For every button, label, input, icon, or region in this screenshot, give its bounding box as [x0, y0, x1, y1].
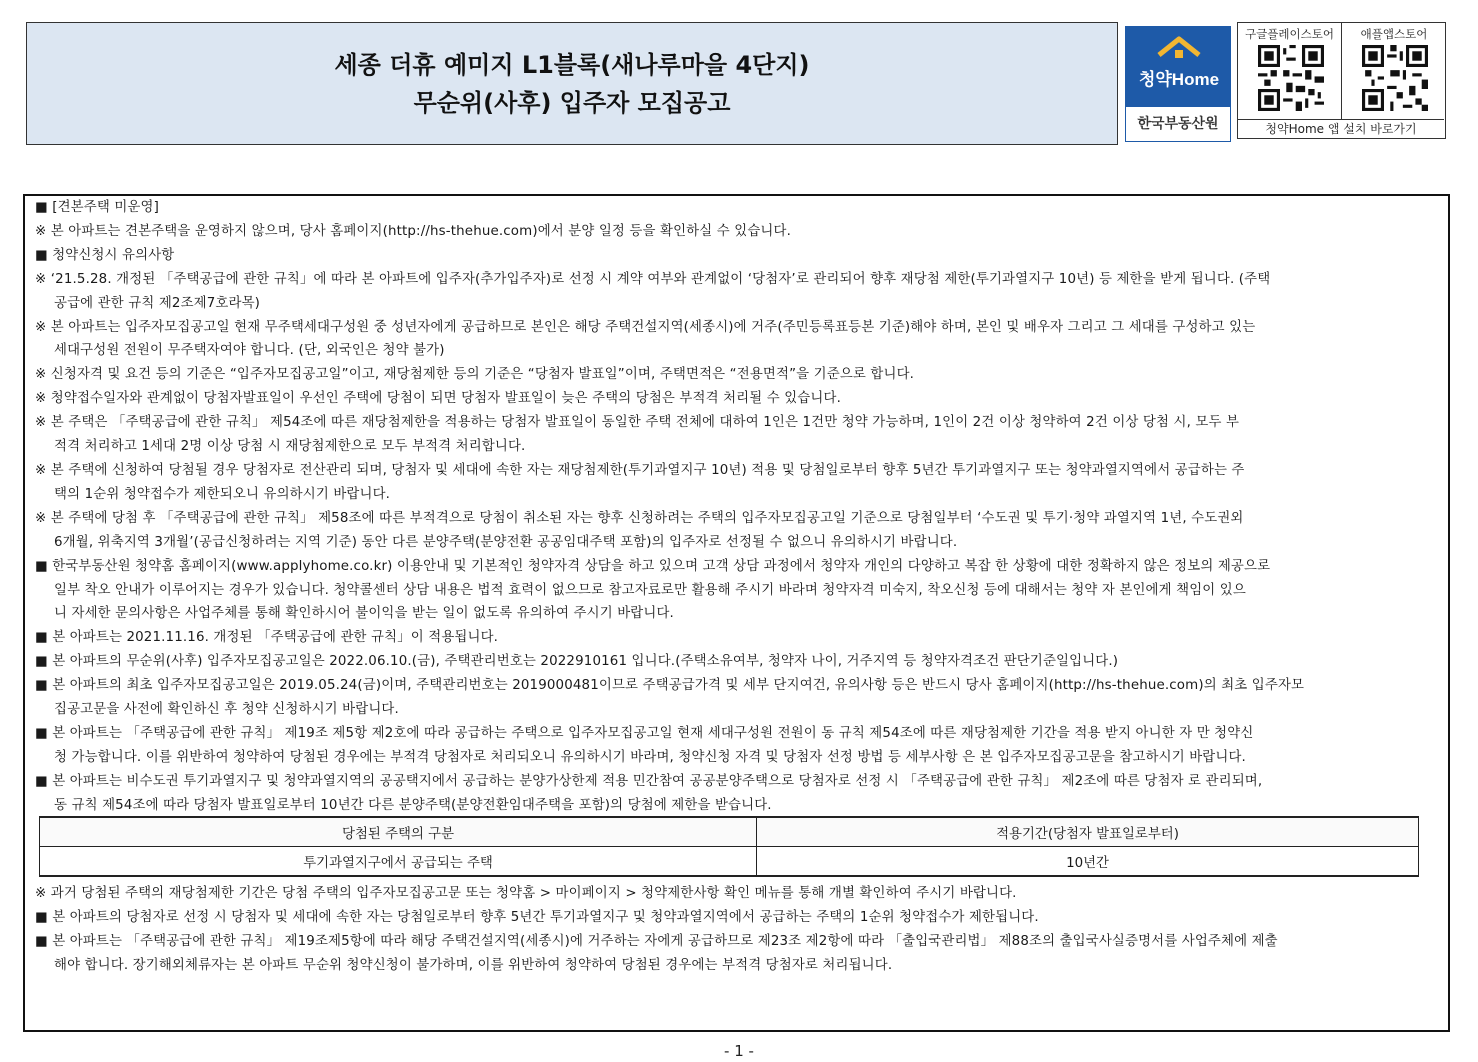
notice-line: ※ ‘21.5.28. 개정된 「주택공급에 관한 규칙」에 따라 본 아파트에 입주자(추가입주자)로 선정 시 계약 여부와 관계없이 ‘당첨자’로 관리되어 향후 재당첨 제한(투기과열지구 10년) 등 제한을 받게 됩니다. (주택 — [35, 271, 1271, 287]
notice-line: ※ 본 아파트는 견본주택을 운영하지 않으며, 당사 홈페이지(http://hs-thehue.com)에서 분양 일정 등을 확인하실 수 있습니다. — [35, 223, 791, 239]
table-row — [40, 847, 1419, 877]
notice-line: ※ 본 주택은 「주택공급에 관한 규칙」 제54조에 따른 재당첨제한을 적용하는 당첨자 발표일이 동일한 주택 전체에 대하여 1인은 1건만 청약 가능하며, 1인이 2건 이상 청약하여 2건 이상 당첨 시, 모두 부 — [35, 415, 1240, 431]
notice-line: 동 규칙 제54조에 따라 당첨자 발표일로부터 10년간 다른 분양주택(분양전환임대주택을 포함)의 당첨에 제한을 받습니다. — [54, 797, 772, 813]
app-qr-box — [1237, 22, 1446, 139]
table-cell: 투기과열지구에서 공급되는 주택 — [40, 847, 757, 877]
notice-line: ※ 신청자격 및 요건 등의 기준은 “입주자모집공고일”이고, 재당첨제한 등의 기준은 “당첨자 발표일”이며, 주택면적은 “전용면적”을 기준으로 합니다. — [35, 367, 915, 383]
notice-line: ■ 본 아파트의 당첨자로 선정 시 당첨자 및 세대에 속한 자는 당첨일로부터 향후 5년간 투기과열지구 및 청약과열지역에서 공급하는 주택의 1순위 청약접수가 제한됩니다. — [35, 909, 1039, 925]
applyhome-logo[interactable] — [1125, 26, 1231, 142]
house-roof-icon — [1156, 35, 1202, 65]
app-install-link[interactable]: 청약Home 앱 설치 바로가기 — [1238, 119, 1444, 139]
notice-title-line2: 무순위(사후) 입주자 모집공고 — [413, 88, 731, 117]
notice-line: ※ 본 주택에 신청하여 당첨될 경우 당첨자로 전산관리 되며, 당첨자 및 세대에 속한 자는 재당첨제한(투기과열지구 10년) 적용 및 당첨일로부터 향후 5년간 투기과열지구 또는 청약과열지역에서 공급하는 주 — [35, 462, 1245, 478]
notice-line: 택의 1순위 청약접수가 제한되오니 유의하시기 바랍니다. — [54, 486, 391, 502]
notice-line: 일부 착오 안내가 이루어지는 경우가 있습니다. 청약콜센터 상담 내용은 법적 효력이 없으므로 참고자료로만 활용해 주시기 바라며 청약자격 미숙지, 착오신청 등에 대해서는 청약 자 본인에게 책임이 있으 — [54, 582, 1246, 598]
notice-line: 공급에 관한 규칙 제2조제7호라목) — [54, 295, 261, 311]
notice-line: ■ 본 아파트의 무순위(사후) 입주자모집공고일은 2022.06.10.(금), 주택관리번호는 2022910161 입니다.(주택소유여부, 청약자 나이, 거주지역 등 청약자격조건 판단기준일입니다.) — [35, 654, 1119, 670]
notice-line: ■ 본 아파트는 「주택공급에 관한 규칙」 제19조제5항에 따라 해당 주택건설지역(세종시)에 거주하는 자에게 공급하므로 제23조 제2항에 따라 「출입국관리법」 제88조의 출입국사실증명서를 사업주체에 제출 — [35, 933, 1278, 949]
notice-line: 세대구성원 전원이 무주택자여야 합니다. (단, 외국인은 청약 불가) — [54, 343, 445, 359]
notice-content-box — [23, 194, 1450, 1032]
notice-line: ■ 본 아파트의 최초 입주자모집공고일은 2019.05.24(금)이며, 주택관리번호는 2019000481이므로 주택공급가격 및 세부 단지여건, 유의사항 등은 반드시 당사 홈페이지(http://hs-thehue.com)의 최초 입주자모 — [35, 678, 1305, 694]
notice-line: 6개월, 위축지역 3개월’(공급신청하려는 지역 기준) 동안 다른 분양주택(분양전환 공공임대주택 포함)의 입주자로 선정될 수 없으니 유의하시기 바랍니다. — [54, 534, 958, 550]
app-store-qr[interactable] — [1342, 23, 1446, 119]
notice-line: 적격 처리하고 1세대 2명 이상 당첨 시 재당첨제한으로 모두 부적격 처리합니다. — [54, 439, 526, 455]
notice-line: 니 자세한 문의사항은 사업주체를 통해 확인하시어 불이익을 받는 일이 없도록 유의하여 주시기 바랍니다. — [54, 606, 674, 622]
google-play-label: 구글플레이스토어 — [1245, 27, 1334, 41]
logo-brand-text: 청약Home — [1138, 70, 1220, 89]
notice-line: ■ 본 아파트는 「주택공급에 관한 규칙」 제19조 제5항 제2호에 따라 공급하는 주택으로 입주자모집공고일 현재 세대구성원 전원이 동 규칙 제54조에 따른 재당첨제한 기간을 적용 받지 아니한 자 만 청약신 — [35, 725, 1254, 741]
table-header-row — [40, 817, 1419, 847]
notice-line: 집공고문을 사전에 확인하신 후 청약 신청하시기 바랍니다. — [54, 702, 399, 718]
qr-code-icon — [1258, 45, 1324, 111]
table-header-cell: 당첨된 주택의 구분 — [40, 817, 757, 847]
app-store-label: 애플앱스토어 — [1360, 27, 1428, 41]
notice-line: 청 가능합니다. 이를 위반하여 청약하여 당첨된 경우에는 부적격 당첨자로 처리되오니 유의하시기 바라며, 청약신청 자격 및 당첨자 선정 방법 등 세부사항 은 본 입주자모집공고문을 참고하시기 바랍니다. — [54, 749, 1246, 765]
notice-line: ※ 청약접수일자와 관계없이 당첨자발표일이 우선인 주택에 당첨이 되면 당첨자 발표일이 늦은 주택의 당첨은 부적격 처리될 수 있습니다. — [35, 391, 841, 407]
notice-line: ※ 본 아파트는 입주자모집공고일 현재 무주택세대구성원 중 성년자에게 공급하므로 본인은 해당 주택건설지역(세종시)에 거주(주민등록표등본 기준)해야 하며, 본인 및 배우자 그리고 그 세대를 구성하고 있는 — [35, 319, 1256, 335]
notice-title-box — [26, 22, 1118, 145]
page-number: - 1 - — [724, 1042, 754, 1060]
notice-line: 해야 합니다. 장기해외체류자는 본 아파트 무순위 청약신청이 불가하며, 이를 위반하여 청약하여 당첨된 경우에는 부적격 당첨자로 처리됩니다. — [54, 957, 893, 973]
notice-body-after-table — [35, 882, 1439, 978]
qr-code-icon — [1362, 45, 1428, 111]
notice-title-line1: 세종 더휴 예미지 L1블록(새나루마을 4단지) — [334, 50, 810, 79]
logo-org-text: 한국부동산원 — [1126, 107, 1230, 141]
table-header-cell: 적용기간(당첨자 발표일로부터) — [757, 817, 1419, 847]
table-cell: 10년간 — [757, 847, 1419, 877]
notice-body — [35, 196, 1439, 818]
notice-line: ■ 청약신청시 유의사항 — [35, 247, 175, 263]
google-play-qr[interactable] — [1238, 23, 1342, 119]
notice-line: ■ [견본주택 미운영] — [35, 200, 159, 215]
rewin-restriction-table — [39, 816, 1419, 877]
notice-line: ※ 본 주택에 당첨 후 「주택공급에 관한 규칙」 제58조에 따른 부적격으로 당첨이 취소된 자는 향후 신청하려는 주택의 입주자모집공고일 기준으로 당첨일부터 ‘수도권 및 투기·청약 과열지역 1년, 수도권외 — [35, 510, 1244, 526]
notice-line: ■ 본 아파트는 2021.11.16. 개정된 「주택공급에 관한 규칙」이 적용됩니다. — [35, 630, 499, 646]
notice-line: ■ 본 아파트는 비수도권 투기과열지구 및 청약과열지역의 공공택지에서 공급하는 분양가상한제 적용 민간참여 공공분양주택으로 당첨자로 선정 시 「주택공급에 관한 규칙」 제2조에 따른 당첨자 로 관리되며, — [35, 773, 1263, 789]
notice-line: ※ 과거 당첨된 주택의 재당첨제한 기간은 당첨 주택의 입주자모집공고문 또는 청약홈 > 마이페이지 > 청약제한사항 확인 메뉴를 통해 개별 확인하여 주시기 바랍니다. — [35, 886, 1017, 901]
notice-line: ■ 한국부동산원 청약홈 홈페이지(www.applyhome.co.kr) 이용안내 및 기본적인 청약자격 상담을 하고 있으며 고객 상담 과정에서 청약자 개인의 다양하고 복잡 한 상황에 대한 정확하지 않은 정보의 제공으로 — [35, 558, 1271, 574]
